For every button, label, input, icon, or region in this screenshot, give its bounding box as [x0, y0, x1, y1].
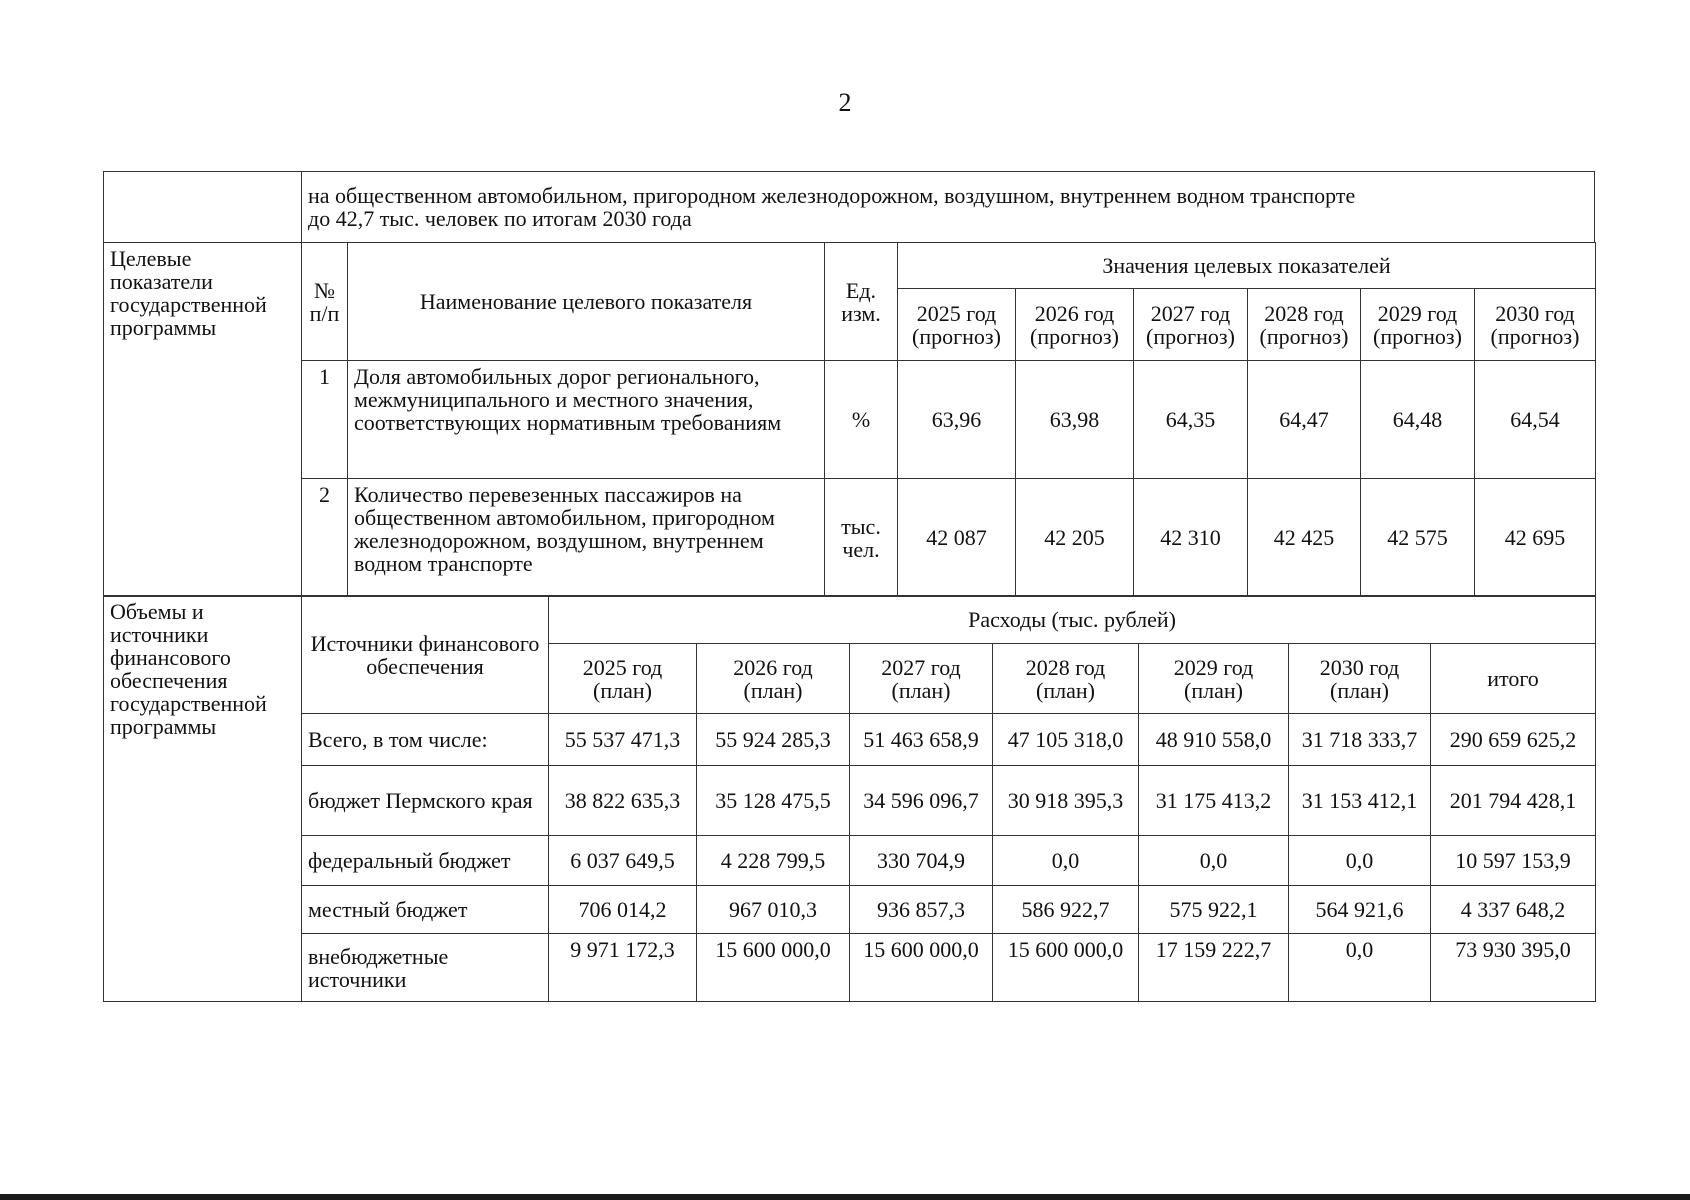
- indicator-value: 42 425: [1248, 479, 1361, 597]
- indicator-value: 64,48: [1361, 361, 1475, 479]
- indicator-name: Количество перевезенных пассажиров на общественном автомобильном, пригородном железнодорожном, воздушном, внутреннем водном транспорте: [348, 479, 825, 597]
- expense-value: 0,0: [993, 836, 1139, 886]
- expense-value: 51 463 658,9: [850, 714, 993, 766]
- intro-text: [302, 172, 1596, 242]
- expense-value: 0,0: [1289, 836, 1431, 886]
- indicator-value: 63,96: [898, 361, 1016, 479]
- indicator-value: 64,54: [1475, 361, 1596, 479]
- expense-value: 47 105 318,0: [993, 714, 1139, 766]
- expense-value: 706 014,2: [549, 886, 697, 934]
- expense-value: 0,0: [1139, 836, 1289, 886]
- finance-section-label: Объемы и источники финансового обеспечения государственной программы: [104, 596, 302, 1002]
- expense-value: 4 228 799,5: [697, 836, 850, 886]
- expense-value: 586 922,7: [993, 886, 1139, 934]
- year-header: 2027 год (прогноз): [1134, 289, 1248, 361]
- expense-value: 55 924 285,3: [697, 714, 850, 766]
- col-header-num: № п/п: [302, 243, 348, 361]
- expense-total: 4 337 648,2: [1431, 886, 1596, 934]
- expense-value: 15 600 000,0: [850, 934, 993, 1002]
- table-row: [104, 836, 1596, 886]
- expense-value: 6 037 649,5: [549, 836, 697, 886]
- indicator-value: 42 205: [1016, 479, 1134, 597]
- indicator-value: 42 575: [1361, 479, 1475, 597]
- expense-value: 30 918 395,3: [993, 766, 1139, 836]
- year-header: 2028 год (прогноз): [1248, 289, 1361, 361]
- expense-value: 9 971 172,3: [549, 934, 697, 1002]
- expense-total: 201 794 428,1: [1431, 766, 1596, 836]
- finance-table: [103, 595, 1596, 1002]
- intro-row: [103, 171, 1595, 243]
- row-num: 1: [302, 361, 348, 479]
- intro-text-line2: до 42,7 тыс. человек по итогам 2030 года: [308, 206, 692, 231]
- expense-value: 15 600 000,0: [697, 934, 850, 1002]
- year-header: 2025 год (прогноз): [898, 289, 1016, 361]
- year-header: 2025 год (план): [549, 644, 697, 714]
- row-num: 2: [302, 479, 348, 597]
- year-header: 2026 год (прогноз): [1016, 289, 1134, 361]
- col-header-indicator-name: Наименование целевого показателя: [348, 243, 825, 361]
- indicator-value: 63,98: [1016, 361, 1134, 479]
- expense-value: 48 910 558,0: [1139, 714, 1289, 766]
- values-header: Значения целевых показателей: [898, 243, 1596, 289]
- expenses-header: Расходы (тыс. рублей): [549, 596, 1596, 644]
- expense-value: 936 857,3: [850, 886, 993, 934]
- table-row: [104, 766, 1596, 836]
- col-header-source: Источники финансового обеспечения: [302, 596, 549, 714]
- expense-value: 0,0: [1289, 934, 1431, 1002]
- expense-value: 35 128 475,5: [697, 766, 850, 836]
- expense-value: 31 718 333,7: [1289, 714, 1431, 766]
- expense-value: 15 600 000,0: [993, 934, 1139, 1002]
- year-header: 2029 год (прогноз): [1361, 289, 1475, 361]
- source-label: бюджет Пермского края: [302, 766, 549, 836]
- total-header: итого: [1431, 644, 1596, 714]
- expense-total: 290 659 625,2: [1431, 714, 1596, 766]
- expense-value: 31 175 413,2: [1139, 766, 1289, 836]
- expense-total: 73 930 395,0: [1431, 934, 1596, 1002]
- source-label: федеральный бюджет: [302, 836, 549, 886]
- year-header: 2028 год (план): [993, 644, 1139, 714]
- indicator-unit: тыс. чел.: [825, 479, 898, 597]
- source-label: Всего, в том числе:: [302, 714, 549, 766]
- table-row: [104, 934, 1596, 1002]
- expense-value: 17 159 222,7: [1139, 934, 1289, 1002]
- indicator-value: 42 087: [898, 479, 1016, 597]
- expense-value: 564 921,6: [1289, 886, 1431, 934]
- expense-value: 34 596 096,7: [850, 766, 993, 836]
- page-number: 2: [838, 88, 852, 117]
- table-row: [104, 714, 1596, 766]
- year-header: 2027 год (план): [850, 644, 993, 714]
- year-header: 2029 год (план): [1139, 644, 1289, 714]
- indicator-value: 64,35: [1134, 361, 1248, 479]
- indicator-name: Доля автомобильных дорог регионального, межмуниципального и местного значения, соответствующих нормативным требованиям: [348, 361, 825, 479]
- year-header: 2026 год (план): [697, 644, 850, 714]
- expense-value: 55 537 471,3: [549, 714, 697, 766]
- table-row: [104, 886, 1596, 934]
- indicator-value: 42 695: [1475, 479, 1596, 597]
- year-header: 2030 год (прогноз): [1475, 289, 1596, 361]
- expense-total: 10 597 153,9: [1431, 836, 1596, 886]
- indicator-value: 42 310: [1134, 479, 1248, 597]
- target-indicators-table: [103, 242, 1596, 597]
- expense-value: 967 010,3: [697, 886, 850, 934]
- indicator-value: 64,47: [1248, 361, 1361, 479]
- scan-bottom-edge: [0, 1194, 1690, 1200]
- table-row: [104, 479, 1596, 597]
- source-label: внебюджетные источники: [302, 934, 549, 1002]
- expense-value: 330 704,9: [850, 836, 993, 886]
- table-row: [104, 361, 1596, 479]
- expense-value: 38 822 635,3: [549, 766, 697, 836]
- expense-value: 31 153 412,1: [1289, 766, 1431, 836]
- intro-text-line1: на общественном автомобильном, пригородном железнодорожном, воздушном, внутреннем водном транспорте: [308, 183, 1356, 208]
- year-header: 2030 год (план): [1289, 644, 1431, 714]
- intro-label-cell: [104, 172, 302, 242]
- indicator-unit: %: [825, 361, 898, 479]
- targets-section-label: Целевые показатели государственной программы: [104, 243, 302, 597]
- col-header-unit: Ед. изм.: [825, 243, 898, 361]
- source-label: местный бюджет: [302, 886, 549, 934]
- expense-value: 575 922,1: [1139, 886, 1289, 934]
